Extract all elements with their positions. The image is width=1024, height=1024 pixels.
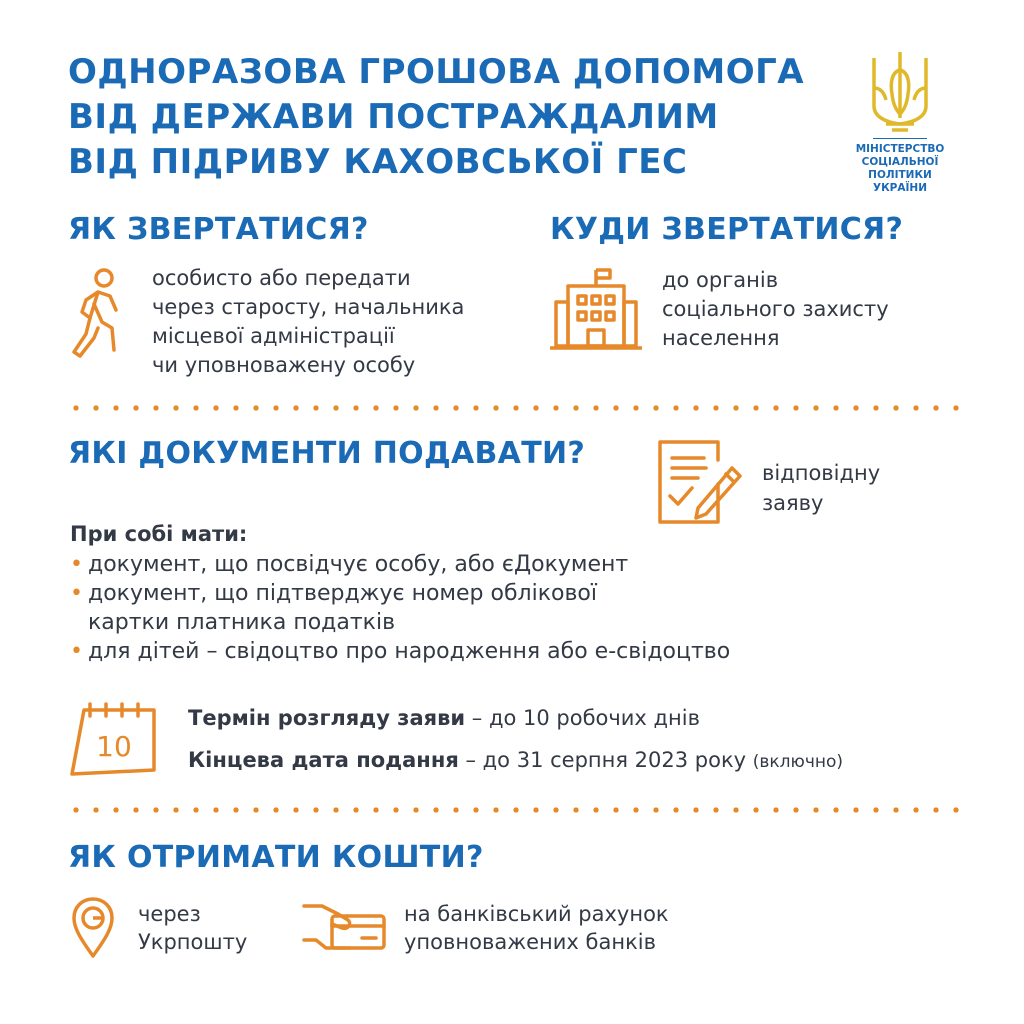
where-to-apply-text: [662, 266, 889, 353]
dotted-divider: [66, 405, 962, 411]
review-label: Термін розгляду заяви: [188, 706, 466, 730]
logo-line-3: УКРАЇНИ: [873, 182, 927, 194]
logo-line-2: СОЦІАЛЬНОЇ ПОЛІТИКИ: [861, 156, 939, 181]
bank-text: [404, 900, 669, 956]
deadline-label: Кінцева дата подання: [188, 748, 459, 772]
receive-heading: ЯК ОТРИМАТИ КОШТИ?: [68, 840, 484, 875]
dotted-divider: [66, 807, 962, 813]
application-text: [762, 458, 880, 518]
review-value: – до 10 робочих днів: [465, 706, 700, 730]
deadline-value: – до 31 серпня 2023 року: [458, 748, 747, 772]
review-term: [188, 706, 700, 730]
ministry-logo: [830, 48, 970, 195]
where-to-apply-heading: КУДИ ЗВЕРТАТИСЯ?: [550, 212, 904, 247]
documents-list: [68, 550, 730, 666]
where-line-2: соціального захисту: [662, 297, 889, 321]
documents-heading: ЯКІ ДОКУМЕНТИ ПОДАВАТИ?: [68, 436, 586, 471]
how-to-apply-heading: ЯК ЗВЕРТАТИСЯ?: [68, 212, 369, 247]
deadline-term: [188, 748, 843, 772]
location-pin-icon: [70, 896, 116, 960]
hand-card-icon: [302, 900, 388, 956]
how-line-3: місцевої адміністрації: [152, 324, 395, 348]
bank-line-1: на банківський рахунок: [404, 902, 669, 926]
application-line-1: відповідну: [762, 461, 881, 485]
logo-line-1: МІНІСТЕРСТВО: [855, 143, 945, 155]
walking-person-icon: [68, 266, 130, 360]
document-pen-icon: [656, 438, 746, 528]
list-item: • документ, що підтверджує номер облікової картки платника податків: [68, 579, 730, 637]
post-line-2: Укрпошту: [138, 930, 248, 954]
calendar-number: 10: [96, 730, 132, 763]
post-line-1: через: [138, 902, 201, 926]
how-line-2: через старосту, начальника: [152, 295, 465, 319]
building-icon: [548, 266, 644, 352]
calendar-icon: [66, 700, 162, 780]
list-item: • документ, що посвідчує особу, або єДокумент: [68, 550, 730, 579]
where-line-3: населення: [662, 326, 780, 350]
have-with-you-label: При собі мати:: [70, 522, 248, 546]
how-line-4: чи уповноважену особу: [152, 353, 416, 377]
title-line-2: ВІД ДЕРЖАВИ ПОСТРАЖДАЛИМ: [68, 97, 719, 137]
bank-line-2: уповноважених банків: [404, 930, 656, 954]
post-text: [138, 900, 247, 956]
title-line-1: ОДНОРАЗОВА ГРОШОВА ДОПОМОГА: [68, 52, 805, 92]
where-line-1: до органів: [662, 268, 779, 292]
trident-icon: [830, 48, 970, 138]
how-to-apply-text: [152, 264, 464, 380]
how-line-1: особисто або передати: [152, 266, 411, 290]
page-title: [68, 50, 828, 185]
list-item: • для дітей – свідоцтво про народження або е-свідоцтво: [68, 637, 730, 666]
deadline-note: (включно): [752, 752, 844, 772]
title-line-3: ВІД ПІДРИВУ КАХОВСЬКОЇ ГЕС: [68, 142, 688, 182]
application-line-2: заяву: [762, 491, 824, 515]
